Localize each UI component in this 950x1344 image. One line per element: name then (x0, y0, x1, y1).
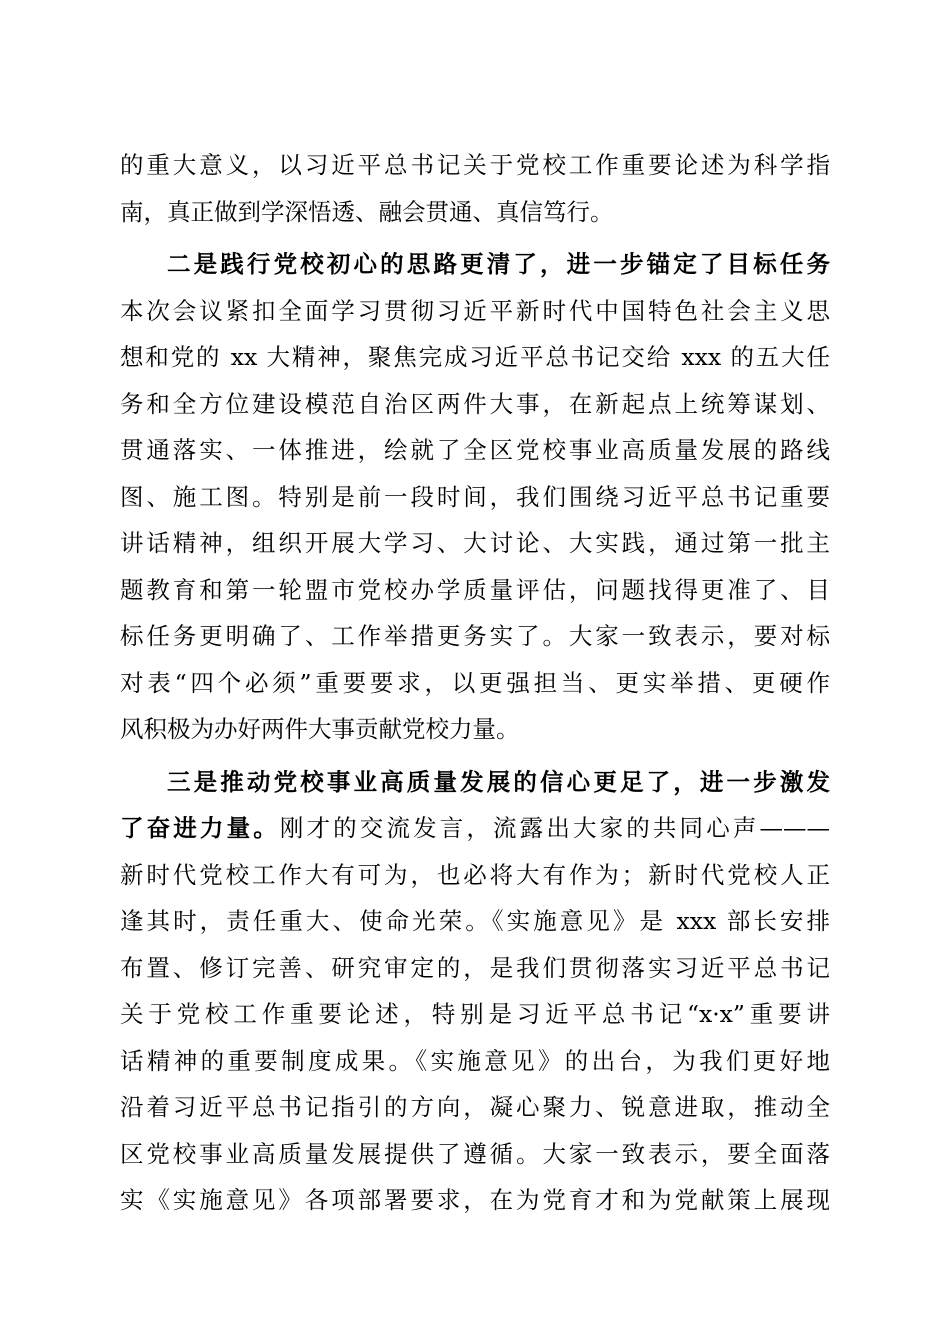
text-line: 区党校事业高质量发展提供了遵循。大家一致表示，要全面落 (120, 1139, 830, 1168)
paragraph-1 (120, 142, 830, 235)
text-line: 标任务更明确了、工作举措更务实了。大家一致表示，要对标 (120, 622, 830, 650)
text-line: 对表“四个必须”重要要求，以更强担当、更实举措、更硬作 (120, 668, 830, 697)
text-line: 想和党的 xx 大精神，聚焦完成习近平总书记交给 xxx 的五大任 (120, 343, 830, 371)
text-line: 图、施工图。特别是前一段时间，我们围绕习近平总书记重要 (120, 482, 830, 511)
text-line: 逢其时，责任重大、使命光荣。《实施意见》是 xxx 部长安排 (120, 907, 830, 935)
text-line (120, 805, 830, 852)
text-line: 风积极为办好两件大事贡献党校力量。 (120, 715, 520, 743)
text-segment: 刚才的交流发言，流露出大家的共同心声——— (279, 814, 830, 842)
paragraph-heading: 二是践行党校初心的思路更清了，进一步锚定了目标任务 (167, 250, 830, 278)
paragraph-3 (120, 759, 830, 1224)
text-line: 的重大意义，以习近平总书记关于党校工作重要论述为科学指 (120, 151, 830, 179)
text-line: 本次会议紧扣全面学习贯彻习近平新时代中国特色社会主义思 (120, 296, 830, 325)
text-line: 务和全方位建设模范自治区两件大事，在新起点上统筹谋划、 (120, 389, 830, 418)
text-line: 题教育和第一轮盟市党校办学质量评估，问题找得更准了、目 (120, 575, 830, 604)
text-line: 沿着习近平总书记指引的方向，凝心聚力、锐意进取，推动全 (120, 1093, 830, 1121)
paragraph-heading-continued: 了奋进力量。 (120, 814, 280, 842)
text-line: 关于党校工作重要论述，特别是习近平总书记“x·x”重要讲 (120, 1000, 830, 1028)
document-page (120, 142, 830, 1224)
paragraph-heading: 三是推动党校事业高质量发展的信心更足了，进一步激发 (167, 767, 830, 796)
text-line: 新时代党校工作大有可为，也必将大有作为；新时代党校人正 (120, 860, 830, 889)
text-line: 实《实施意见》各项部署要求，在为党育才和为党献策上展现 (120, 1186, 830, 1214)
text-line: 讲话精神，组织开展大学习、大讨论、大实践，通过第一批主 (120, 529, 830, 557)
text-line: 话精神的重要制度成果。《实施意见》的出台，为我们更好地 (120, 1046, 830, 1075)
text-line: 南，真正做到学深悟透、融会贯通、真信笃行。 (120, 197, 614, 226)
text-line: 布置、修订完善、研究审定的，是我们贯彻落实习近平总书记 (120, 953, 830, 982)
paragraph-2 (120, 241, 830, 753)
text-line: 贯通落实、一体推进，绘就了全区党校事业高质量发展的路线 (120, 436, 830, 464)
